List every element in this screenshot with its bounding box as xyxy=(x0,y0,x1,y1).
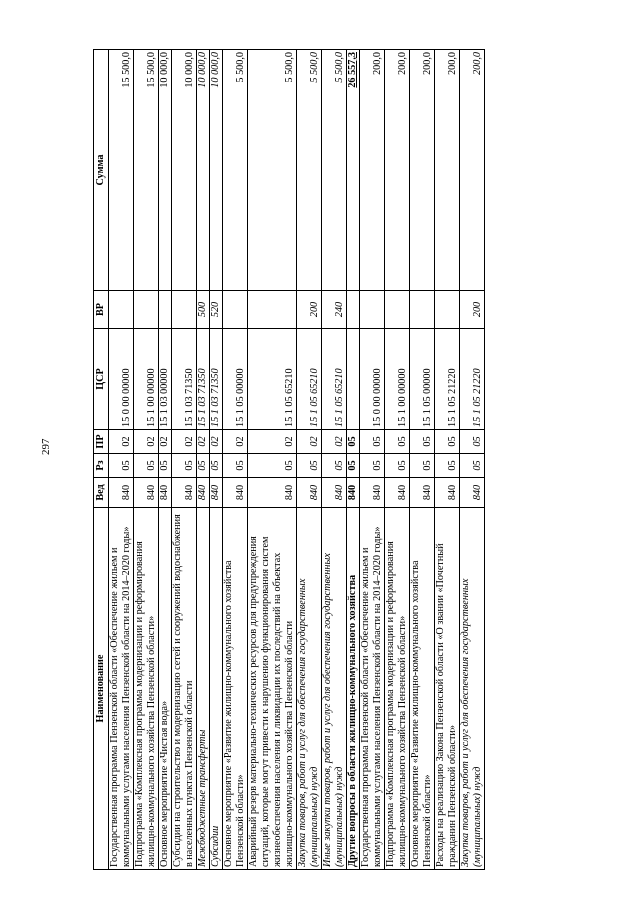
column-header-vr: ВР xyxy=(94,291,109,329)
cell-ved: 840 xyxy=(210,478,223,508)
cell-csr: 15 1 03 00000 xyxy=(159,329,172,430)
cell-vr: 520 xyxy=(210,291,223,329)
cell-ved: 840 xyxy=(435,478,460,508)
cell-rz: 05 xyxy=(435,454,460,478)
cell-sum xyxy=(410,50,435,291)
cell-sum-value: 200,0 xyxy=(422,52,433,75)
cell-sum-value: 10 000,0 xyxy=(184,52,195,88)
cell-name: Субсидии xyxy=(210,508,223,870)
cell-vr xyxy=(410,291,435,329)
cell-sum xyxy=(297,50,322,291)
cell-pr: 02 xyxy=(172,430,197,454)
cell-vr xyxy=(172,291,197,329)
table-row xyxy=(385,50,410,870)
cell-vr: 200 xyxy=(460,291,485,329)
table-row xyxy=(197,50,210,870)
cell-vr xyxy=(385,291,410,329)
cell-ved: 840 xyxy=(197,478,210,508)
cell-sum xyxy=(134,50,159,291)
cell-pr: 05 xyxy=(460,430,485,454)
cell-pr: 05 xyxy=(435,430,460,454)
cell-vr: 200 xyxy=(297,291,322,329)
page-number: 297 xyxy=(40,438,52,455)
cell-ved: 840 xyxy=(172,478,197,508)
table-row xyxy=(297,50,322,870)
cell-csr: 15 1 05 21220 xyxy=(435,329,460,430)
cell-pr: 02 xyxy=(109,430,134,454)
cell-ved: 840 xyxy=(109,478,134,508)
cell-ved: 840 xyxy=(297,478,322,508)
cell-vr xyxy=(435,291,460,329)
cell-pr: 02 xyxy=(322,430,347,454)
cell-pr: 05 xyxy=(360,430,385,454)
cell-name: Расходы на реализацию Закона Пензенской области «О звании «Почетный гражданин Пензенской области» xyxy=(435,508,460,870)
cell-csr: 15 1 03 71350 xyxy=(172,329,197,430)
cell-csr: 15 1 05 00000 xyxy=(223,329,248,430)
cell-sum xyxy=(248,50,297,291)
cell-ved: 840 xyxy=(248,478,297,508)
budget-table-rotated xyxy=(93,50,563,870)
cell-vr: 240 xyxy=(322,291,347,329)
cell-pr: 02 xyxy=(197,430,210,454)
cell-vr xyxy=(134,291,159,329)
cell-ved: 840 xyxy=(385,478,410,508)
table-row xyxy=(159,50,172,870)
cell-csr: 15 1 05 65210 xyxy=(322,329,347,430)
cell-rz: 05 xyxy=(385,454,410,478)
cell-rz: 05 xyxy=(223,454,248,478)
cell-sum-value: 26 557,3 xyxy=(347,52,358,88)
cell-name: Аварийный резерв материально-технических ресурсов для предупреждения ситуаций, которые могут привести к нарушению функционирования систем жизнеобеспечения населения и ликвидации их последствий на объектах жилищно-коммунального хозяйства Пензенской области xyxy=(248,508,297,870)
cell-ved: 840 xyxy=(134,478,159,508)
cell-rz: 05 xyxy=(109,454,134,478)
cell-sum xyxy=(210,50,223,291)
table-row xyxy=(172,50,197,870)
cell-vr xyxy=(109,291,134,329)
cell-sum xyxy=(347,50,360,291)
cell-name: Другие вопросы в области жилищно-коммунального хозяйства xyxy=(347,508,360,870)
cell-csr: 15 1 00 00000 xyxy=(134,329,159,430)
table-row xyxy=(460,50,485,870)
cell-ved: 840 xyxy=(159,478,172,508)
cell-rz: 05 xyxy=(347,454,360,478)
cell-sum-value: 5 500,0 xyxy=(284,52,295,83)
cell-rz: 05 xyxy=(322,454,347,478)
cell-csr xyxy=(347,329,360,430)
cell-ved: 840 xyxy=(347,478,360,508)
table-row xyxy=(435,50,460,870)
cell-pr: 02 xyxy=(159,430,172,454)
cell-rz: 05 xyxy=(248,454,297,478)
cell-rz: 05 xyxy=(159,454,172,478)
cell-name: Основное мероприятие «Развитие жилищно-коммунального хозяйства Пензенской области» xyxy=(223,508,248,870)
cell-sum xyxy=(109,50,134,291)
cell-pr: 02 xyxy=(210,430,223,454)
cell-rz: 05 xyxy=(360,454,385,478)
budget-table xyxy=(93,49,485,870)
column-header-rz: Рз xyxy=(94,454,109,478)
table-row xyxy=(248,50,297,870)
table-row xyxy=(223,50,248,870)
cell-rz: 05 xyxy=(172,454,197,478)
cell-name: Государственная программа Пензенской области «Обеспечение жильем и коммунальными услугами населения Пензенской области на 2014–2020 годы» xyxy=(360,508,385,870)
cell-sum xyxy=(159,50,172,291)
cell-sum xyxy=(322,50,347,291)
table-header-row xyxy=(94,50,109,870)
cell-rz: 05 xyxy=(410,454,435,478)
table-row xyxy=(410,50,435,870)
cell-csr: 15 0 00 00000 xyxy=(360,329,385,430)
cell-sum-value: 10 000,0 xyxy=(159,52,170,88)
cell-sum xyxy=(460,50,485,291)
cell-ved: 840 xyxy=(322,478,347,508)
column-header-pr: ПР xyxy=(94,430,109,454)
cell-sum xyxy=(197,50,210,291)
cell-vr xyxy=(248,291,297,329)
cell-name: Государственная программа Пензенской области «Обеспечение жильем и коммунальными услугами населения Пензенской области на 2014–2020 годы» xyxy=(109,508,134,870)
cell-csr: 15 1 05 65210 xyxy=(248,329,297,430)
cell-vr xyxy=(360,291,385,329)
cell-pr: 05 xyxy=(410,430,435,454)
cell-ved: 840 xyxy=(223,478,248,508)
cell-ved: 840 xyxy=(410,478,435,508)
cell-sum-value: 5 500,0 xyxy=(235,52,246,83)
cell-rz: 05 xyxy=(460,454,485,478)
cell-rz: 05 xyxy=(134,454,159,478)
cell-sum-value: 10 000,0 xyxy=(210,52,221,88)
cell-vr: 500 xyxy=(197,291,210,329)
cell-name: Иные закупки товаров, работ и услуг для обеспечения государственных (муниципальных) нужд xyxy=(322,508,347,870)
cell-csr: 15 1 03 71350 xyxy=(197,329,210,430)
cell-name: Основное мероприятие «Развитие жилищно-коммунального хозяйства Пензенской области» xyxy=(410,508,435,870)
cell-csr: 15 1 03 71350 xyxy=(210,329,223,430)
table-row xyxy=(360,50,385,870)
cell-rz: 05 xyxy=(297,454,322,478)
cell-name: Субсидии на строительство и модернизацию сетей и сооружений водоснабжения в населенных пунктах Пензенской области xyxy=(172,508,197,870)
cell-pr: 02 xyxy=(248,430,297,454)
cell-sum-value: 5 500,0 xyxy=(334,52,345,83)
cell-pr: 02 xyxy=(223,430,248,454)
cell-sum-value: 15 500,0 xyxy=(121,52,132,88)
cell-sum-value: 200,0 xyxy=(472,52,483,75)
cell-csr: 15 1 05 21220 xyxy=(460,329,485,430)
cell-sum xyxy=(223,50,248,291)
cell-ved: 840 xyxy=(460,478,485,508)
cell-name: Подпрограмма «Комплексная программа модернизации и реформирования жилищно-коммунального хозяйства Пензенской области» xyxy=(134,508,159,870)
table-row xyxy=(134,50,159,870)
cell-sum-value: 10 000,0 xyxy=(197,52,208,88)
column-header-sum: Сумма xyxy=(94,50,109,291)
cell-csr: 15 1 05 65210 xyxy=(297,329,322,430)
cell-vr xyxy=(347,291,360,329)
cell-pr: 05 xyxy=(347,430,360,454)
cell-sum xyxy=(435,50,460,291)
cell-sum-value: 5 500,0 xyxy=(309,52,320,83)
cell-ved: 840 xyxy=(360,478,385,508)
cell-csr: 15 1 05 00000 xyxy=(410,329,435,430)
table-row xyxy=(210,50,223,870)
cell-sum-value: 200,0 xyxy=(372,52,383,75)
cell-name: Межбюджетные трансферты xyxy=(197,508,210,870)
cell-vr xyxy=(159,291,172,329)
cell-csr: 15 1 00 00000 xyxy=(385,329,410,430)
cell-sum-value: 15 500,0 xyxy=(146,52,157,88)
column-header-ved: Вед xyxy=(94,478,109,508)
cell-pr: 05 xyxy=(385,430,410,454)
cell-sum xyxy=(172,50,197,291)
cell-pr: 02 xyxy=(134,430,159,454)
table-row xyxy=(322,50,347,870)
table-row xyxy=(109,50,134,870)
cell-sum-value: 200,0 xyxy=(397,52,408,75)
table-body xyxy=(109,50,485,870)
column-header-csr: ЦСР xyxy=(94,329,109,430)
column-header-name: Наименование xyxy=(94,508,109,870)
cell-csr: 15 0 00 00000 xyxy=(109,329,134,430)
cell-sum xyxy=(360,50,385,291)
table-row xyxy=(347,50,360,870)
cell-sum xyxy=(385,50,410,291)
cell-vr xyxy=(223,291,248,329)
cell-sum-value: 200,0 xyxy=(447,52,458,75)
cell-name: Подпрограмма «Комплексная программа модернизации и реформирования жилищно-коммунального хозяйства Пензенской области» xyxy=(385,508,410,870)
cell-name: Основное мероприятие «Чистая вода» xyxy=(159,508,172,870)
cell-name: Закупка товаров, работ и услуг для обеспечения государственных (муниципальных) нужд xyxy=(297,508,322,870)
cell-rz: 05 xyxy=(197,454,210,478)
cell-name: Закупка товаров, работ и услуг для обеспечения государственных (муниципальных) нужд xyxy=(460,508,485,870)
cell-rz: 05 xyxy=(210,454,223,478)
cell-pr: 02 xyxy=(297,430,322,454)
